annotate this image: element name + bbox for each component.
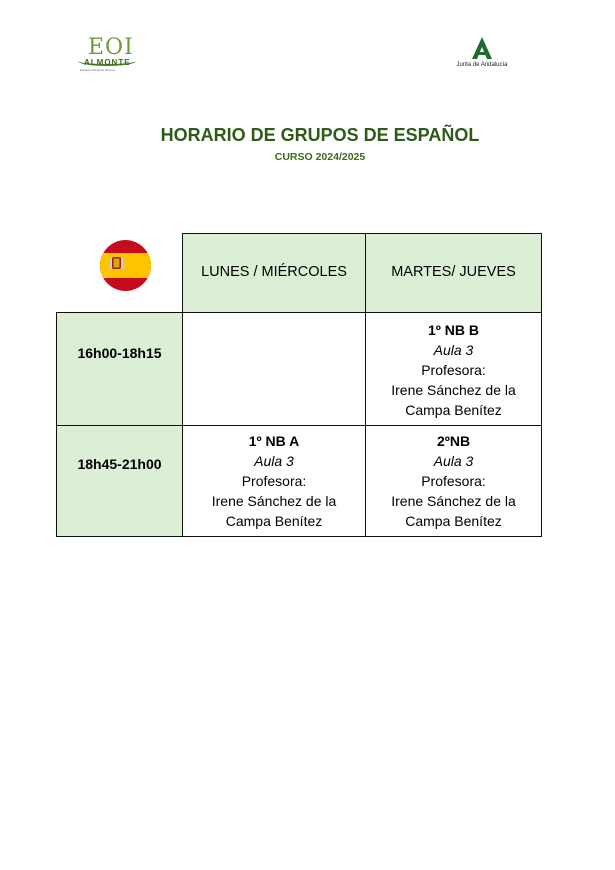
teacher-name-line2: Campa Benítez [405,513,502,529]
slot-row1-martes [365,312,542,426]
group-name: 1º NB B [427,322,479,338]
time-slot-1 [56,312,183,426]
header-col-1 [182,233,366,313]
group-name: 2ºNB [436,433,471,449]
junta-andalucia-logo [452,36,512,74]
time-slot-2 [56,425,183,537]
logo-town-text: ALMONTE [84,58,131,67]
time-slot-1-label: 16h00-18h15 [77,345,162,361]
teacher-label: Profesora: [421,473,486,489]
teacher-name-line1: Irene Sánchez de la [211,493,337,509]
junta-andalucia-icon [470,36,494,60]
eoi-almonte-logo [76,36,140,74]
slot-row2-martes [365,425,542,537]
room-label: Aula 3 [433,453,474,469]
header-col-2 [365,233,542,313]
spain-flag-icon [100,240,151,291]
teacher-label: Profesora: [421,362,486,378]
slot-row1-lunes [182,312,366,426]
room-label: Aula 3 [254,453,294,469]
teacher-name-line2: Campa Benítez [405,402,502,418]
teacher-name-line1: Irene Sánchez de la [391,382,516,398]
page-title: HORARIO DE GRUPOS DE ESPAÑOL [160,125,480,145]
slot-row2-lunes [182,425,366,537]
room-label: Aula 3 [433,342,474,358]
logo-tagline: Escuela Oficial de Idiomas [80,68,116,72]
teacher-name-line1: Irene Sánchez de la [391,493,516,509]
teacher-label: Profesora: [241,473,307,489]
header-col-1-label: LUNES / MIÉRCOLES [201,264,347,280]
time-slot-2-label: 18h45-21h00 [77,456,162,472]
page-subtitle: CURSO 2024/2025 [274,151,366,163]
group-name: 1º NB A [248,433,300,449]
teacher-name-line2: Campa Benítez [225,513,323,529]
header-col-2-label: MARTES/ JUEVES [391,264,516,280]
logo-eoi-text: EOI [88,35,134,60]
logo-junta-text: Junta de Andalucía [456,62,508,68]
